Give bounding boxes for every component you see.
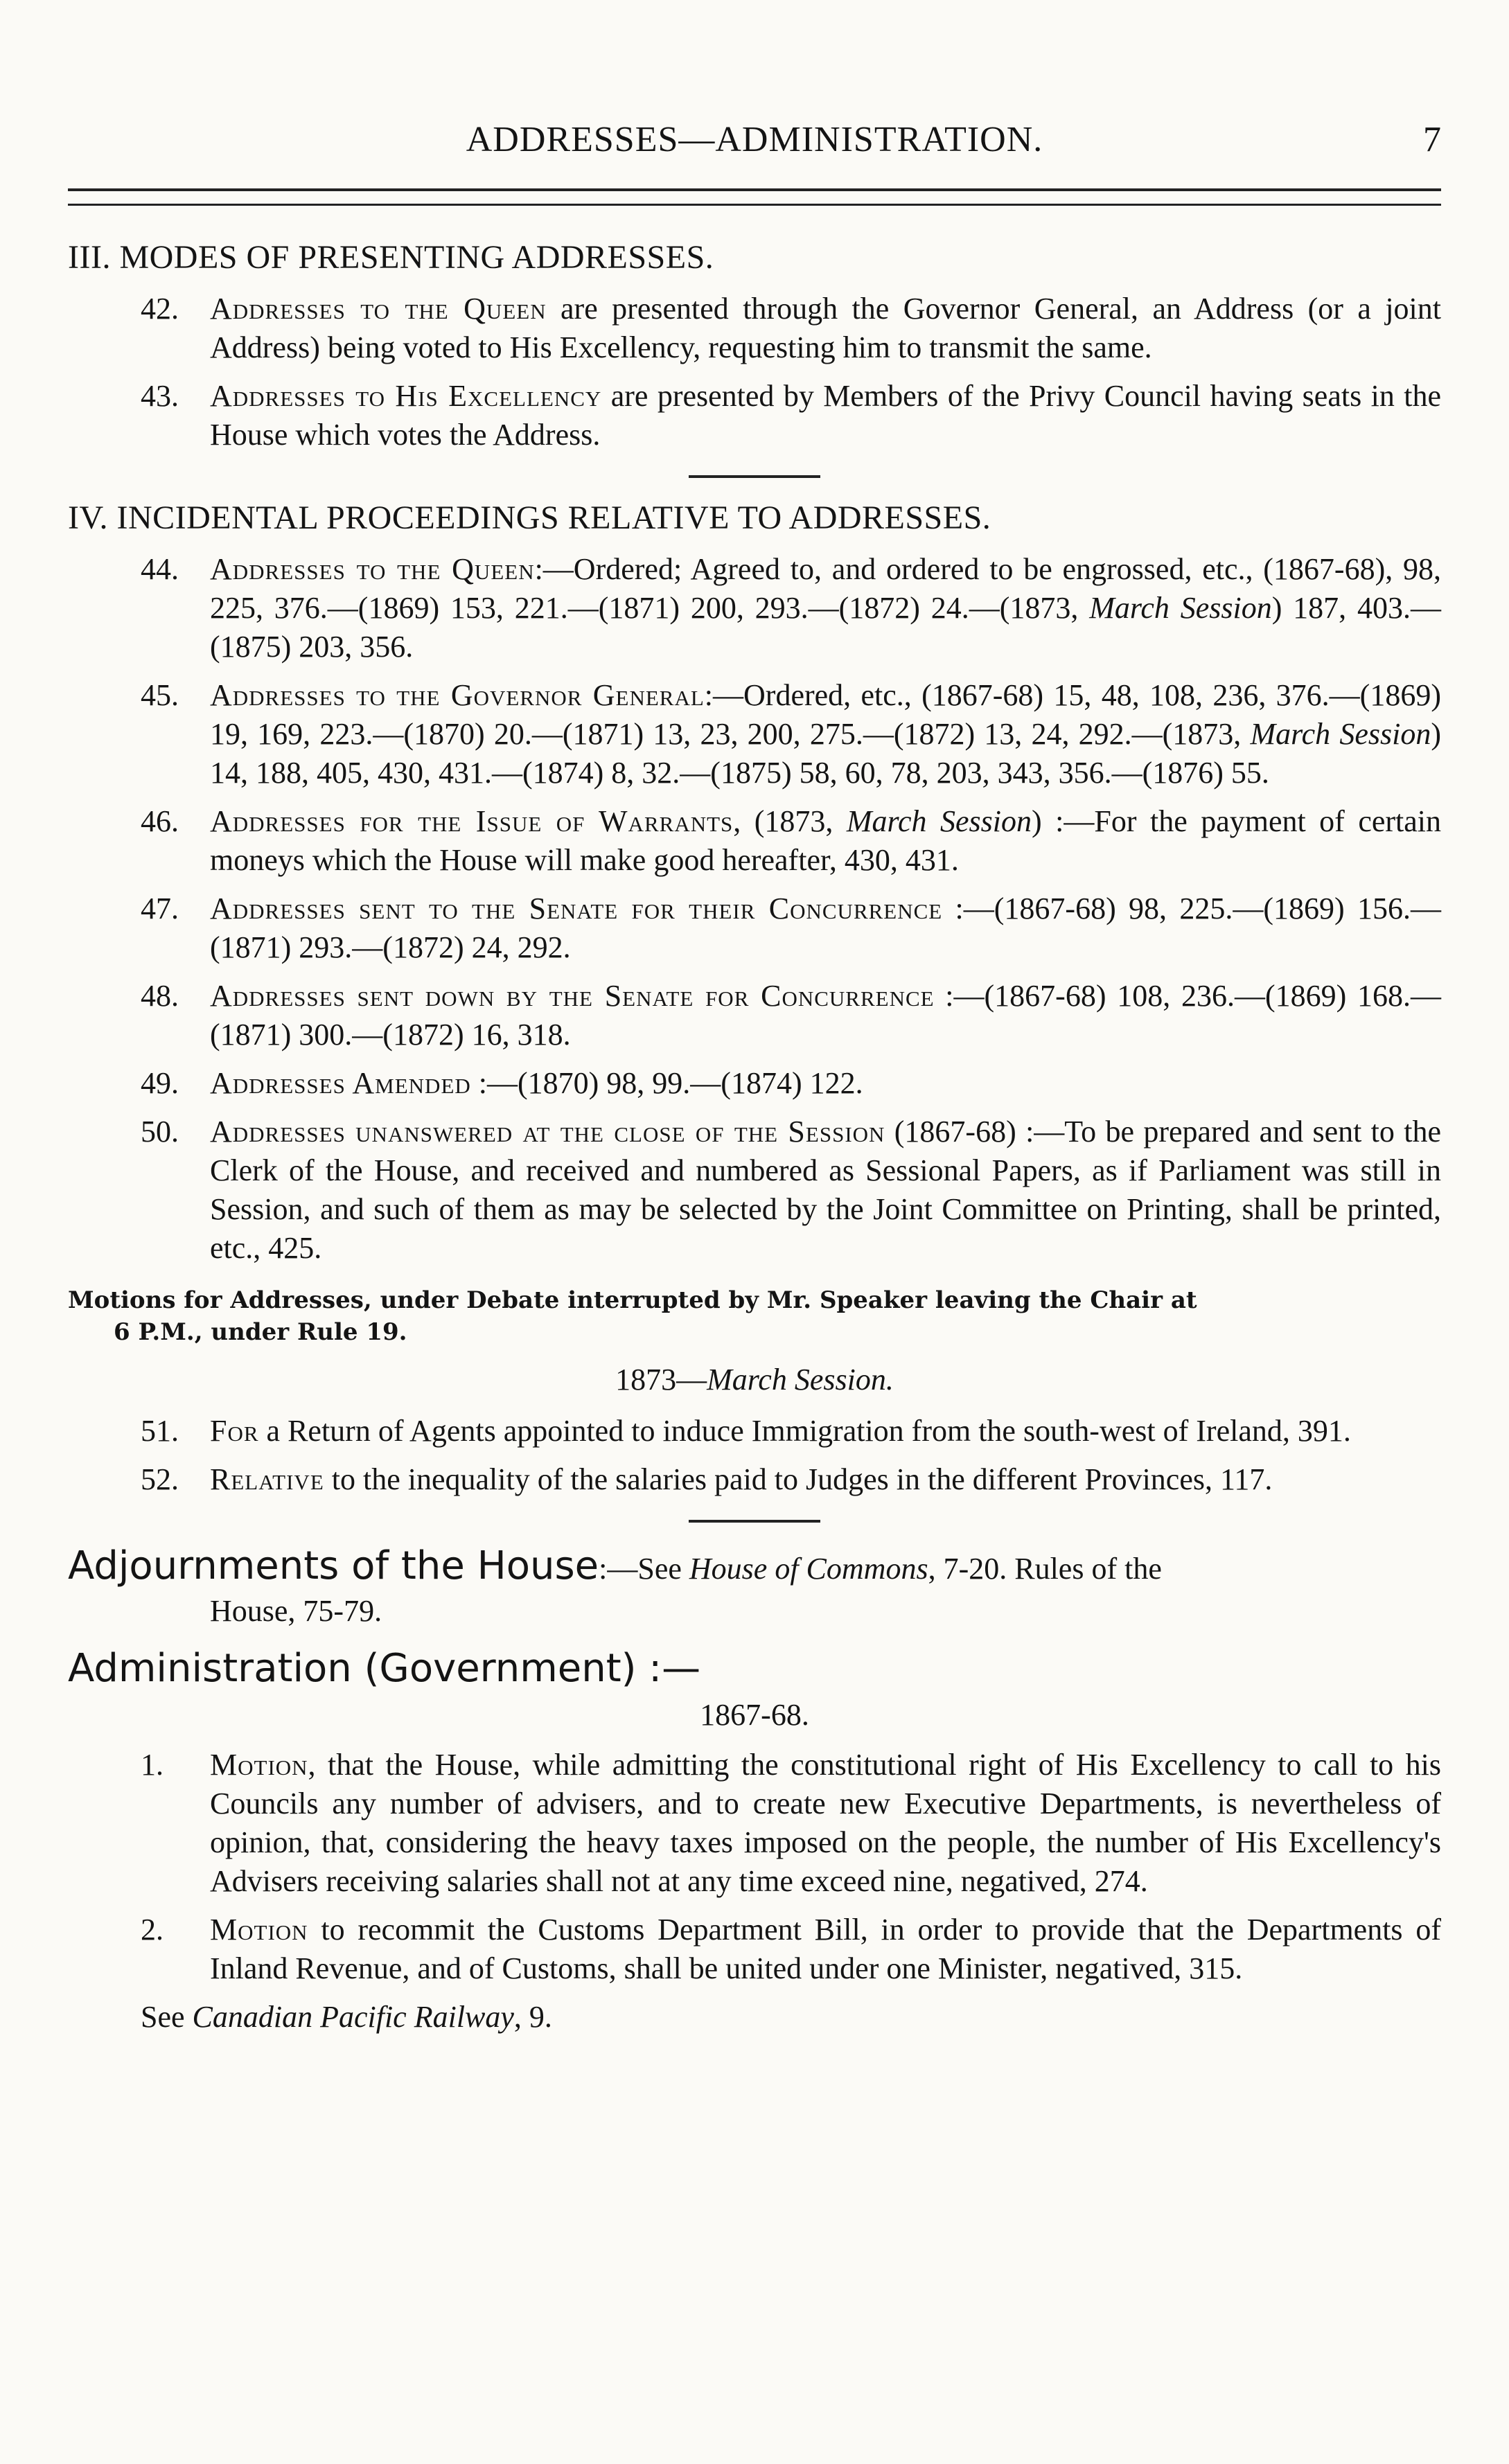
entry-42 — [68, 290, 1441, 367]
entry-48 — [68, 977, 1441, 1054]
entry-text: :—Ordered; Agreed to, and ordered to be engrossed, etc., (1867-68), 98, 225, 376.—(1869) 153, 221.—(1871) 200, 293.—(1872) 24.—(1873, — [210, 552, 1441, 625]
entry-text-after: ) 187, 403.—(1875) 203, 356. — [210, 591, 1441, 664]
entry-number: 1. — [141, 1748, 164, 1782]
entry-italic: March Session — [1250, 717, 1431, 751]
session-year: 1873— — [615, 1363, 707, 1397]
entry-number: 46. — [141, 804, 179, 838]
entry-text-after: ) 14, 188, 405, 430, 431.—(1874) 8, 32.—(1875) 58, 60, 78, 203, 343, 356.—(1876) 55. — [210, 717, 1442, 790]
see-page: , 9. — [513, 2000, 552, 2034]
section-heading-modes: III. MODES OF PRESENTING ADDRESSES. — [68, 239, 714, 276]
section-divider — [689, 475, 820, 478]
entry-text: to the inequality of the salaries paid to Judges in the different Provinces, 117. — [324, 1462, 1273, 1496]
entry-52 — [68, 1460, 1441, 1499]
see-label: See — [141, 2000, 193, 2034]
entry-number: 2. — [141, 1913, 164, 1947]
entry-italic: March Session — [846, 804, 1032, 838]
administration-entry-2 — [68, 1911, 1441, 1988]
administration-year: 1867-68. — [700, 1698, 809, 1732]
entry-text: (1867-68) :—To be prepared and sent to the Clerk of the House, and received and numbered as Sessional Papers, as if Parliament was still in Session, and such of them as may be selected by the Joint Committee on Printing, shall be printed, etc., 425. — [210, 1115, 1441, 1265]
document-page — [68, 0, 1441, 2464]
entry-number: 50. — [141, 1115, 179, 1149]
entry-50 — [68, 1113, 1441, 1268]
entry-number: 44. — [141, 552, 179, 586]
entry-text: , that the House, while admitting the constitutional right of His Excellency to call to his Councils any number of advisers, and to create new Executive Departments, is nevertheless of opinion, that, considering the heavy taxes imposed on the people, the number of His Excellency's Advisers receiving salaries shall not at any time exceed nine, negatived, 274. — [210, 1748, 1441, 1898]
entry-italic: March Session — [1089, 591, 1272, 625]
entry-number: 45. — [141, 678, 179, 712]
section-heading-incidental: IV. INCIDENTAL PROCEEDINGS RELATIVE TO ADDRESSES. — [68, 499, 991, 536]
section-divider — [689, 1520, 820, 1523]
adjournments-continuation: House, 75-79. — [210, 1594, 382, 1628]
entry-number: 42. — [141, 292, 179, 326]
adjournments-entry — [68, 1543, 1441, 1631]
entry-47 — [68, 889, 1441, 967]
entry-lead: Addresses sent down by the Senate for Concurrence — [210, 979, 935, 1013]
entry-number: 43. — [141, 379, 179, 413]
entry-number: 47. — [141, 892, 179, 925]
entry-text: :—(1870) 98, 99.—(1874) 122. — [470, 1066, 863, 1100]
entry-text: are presented by Members of the Privy Council having seats in the House which votes the Address. — [210, 379, 1442, 452]
entry-number: 51. — [141, 1414, 179, 1448]
entry-lead: For — [210, 1414, 259, 1448]
entry-text: :—(1867-68) 98, 225.—(1869) 156.—(1871) 293.—(1872) 24, 292. — [210, 892, 1441, 964]
entry-text: to recommit the Customs Department Bill, in order to provide that the Departments of Inland Revenue, and of Customs, shall be united under one Minister, negatived, 315. — [210, 1913, 1441, 1985]
adjournments-text: :—See — [599, 1552, 689, 1586]
running-head — [68, 116, 1441, 161]
entry-number: 49. — [141, 1066, 179, 1100]
entry-45 — [68, 676, 1441, 792]
entry-text: :—(1867-68) 108, 236.—(1869) 168.—(1871) 300.—(1872) 16, 318. — [210, 979, 1441, 1052]
session-subheading — [68, 1360, 1441, 1399]
adjournments-text-after: , 7-20. Rules of the — [928, 1552, 1162, 1586]
entry-43 — [68, 377, 1441, 454]
entry-text: , (1873, — [733, 804, 847, 838]
entry-lead: Addresses to His Excellency — [210, 379, 602, 413]
entry-46 — [68, 802, 1441, 880]
page-number: 7 — [1423, 120, 1441, 159]
entry-lead: Addresses to the Queen — [210, 552, 535, 586]
entry-text: are presented through the Governor General, an Address (or a joint Address) being voted to His Excellency, requesting him to transmit the same. — [210, 292, 1442, 364]
motions-note — [68, 1284, 1441, 1348]
motions-note-line1: Motions for Addresses, under Debate interrupted by Mr. Speaker leaving the Chair at — [68, 1286, 1197, 1314]
page-title: ADDRESSES—ADMINISTRATION. — [466, 120, 1043, 159]
entry-lead: Addresses to the Queen — [210, 292, 547, 326]
entry-lead: Addresses Amended — [210, 1066, 471, 1100]
entry-lead: Addresses unanswered at the close of the Session — [210, 1115, 885, 1149]
motions-note-line2: 6 P.M., under Rule 19. — [114, 1318, 407, 1346]
adjournments-heading: Adjournments of the House — [68, 1543, 599, 1588]
session-name: March Session. — [707, 1363, 894, 1397]
entry-lead: Addresses sent to the Senate for their Concurrence — [210, 892, 943, 925]
page-content — [68, 222, 1441, 2037]
entry-49 — [68, 1064, 1441, 1103]
administration-entry-1 — [68, 1746, 1441, 1901]
entry-number: 48. — [141, 979, 179, 1013]
see-reference: Canadian Pacific Railway — [192, 2000, 514, 2034]
see-also-line — [68, 1998, 1441, 2037]
entry-lead: Motion — [210, 1913, 308, 1947]
adjournments-italic: House of Commons — [689, 1552, 928, 1586]
entry-51 — [68, 1412, 1441, 1451]
entry-text-after: ) :—For the payment of certain moneys which the House will make good hereafter, 430, 431. — [210, 804, 1442, 877]
entry-text: :—Ordered, etc., (1867-68) 15, 48, 108, 236, 376.—(1869) 19, 169, 223.—(1870) 20.—(1871) 13, 23, 200, 275.—(1872) 13, 24, 292.—(1873, — [210, 678, 1441, 751]
entry-lead: Motion — [210, 1748, 308, 1782]
entry-44 — [68, 550, 1441, 666]
entry-number: 52. — [141, 1462, 179, 1496]
administration-heading: Administration (Government) :— — [68, 1646, 701, 1691]
entry-lead: Addresses to the Governor General — [210, 678, 705, 712]
header-double-rule — [68, 188, 1441, 206]
entry-text: a Return of Agents appointed to induce Immigration from the south-west of Ireland, 391. — [258, 1414, 1351, 1448]
entry-lead: Addresses for the Issue of Warrants — [210, 804, 734, 838]
entry-lead: Relative — [210, 1462, 324, 1496]
